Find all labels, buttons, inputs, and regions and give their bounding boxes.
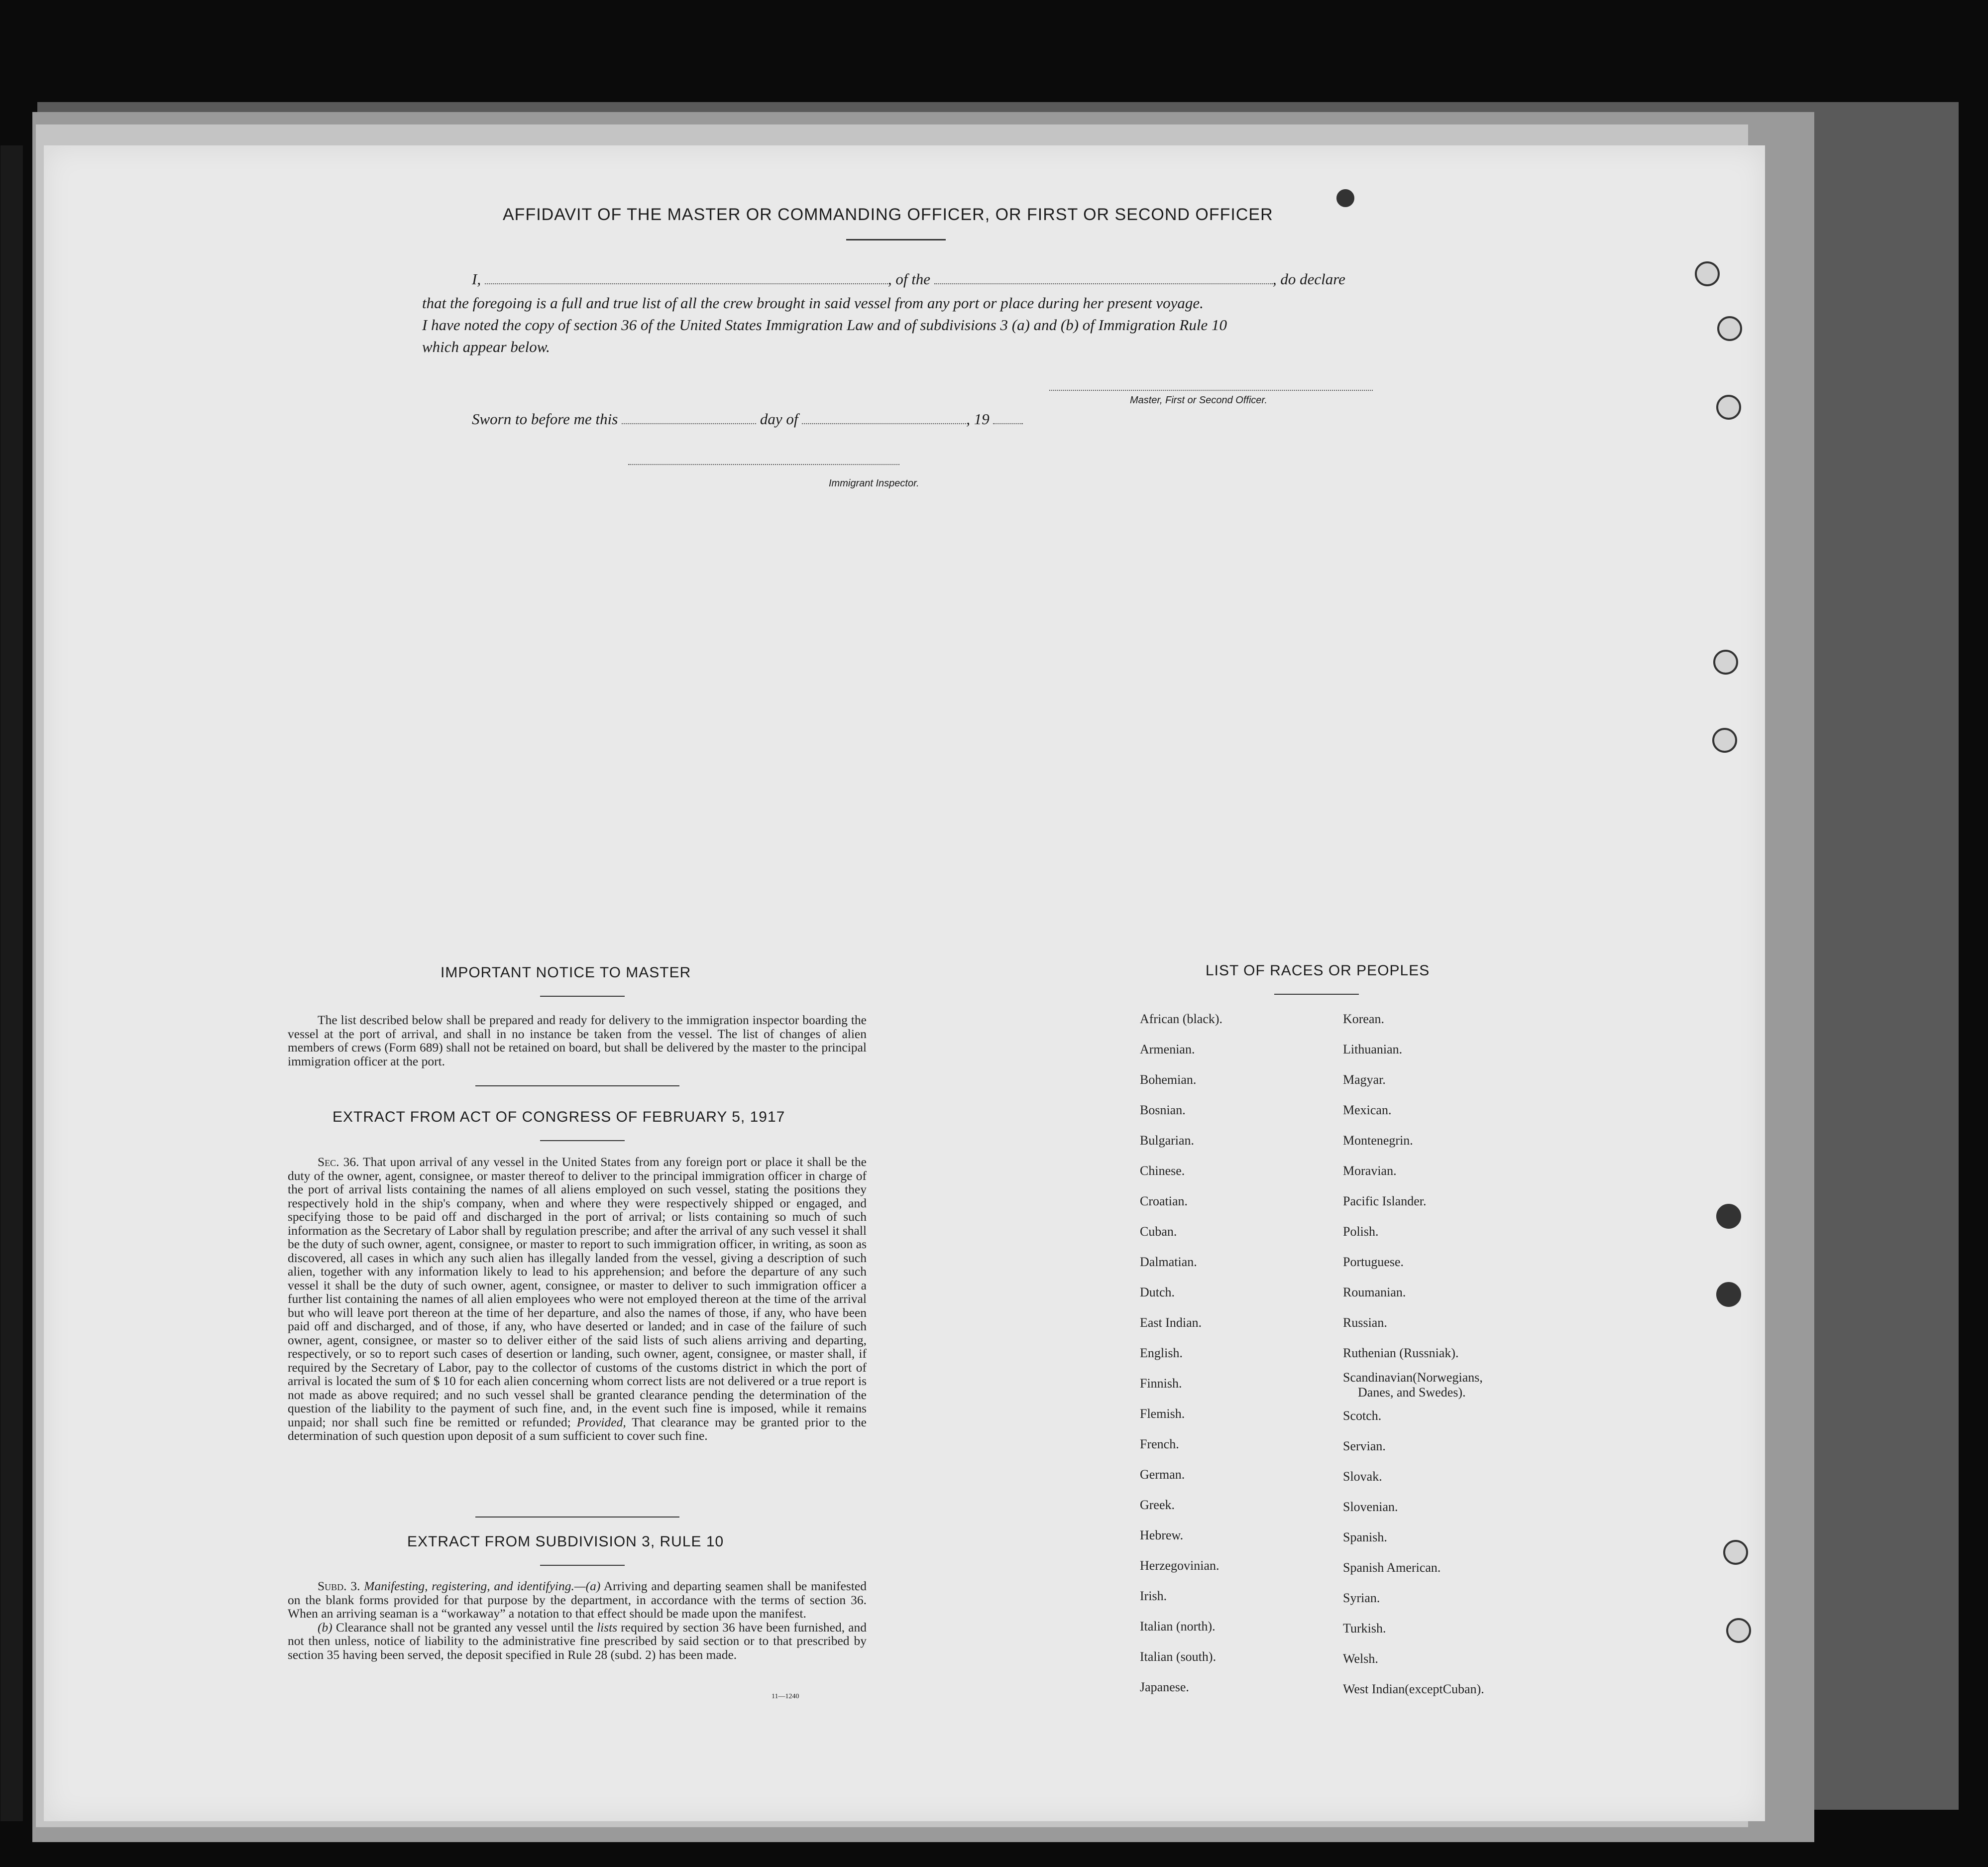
page-edge-strip [0,145,23,1821]
race-right: Polish. [1343,1224,1379,1239]
officer-name-field[interactable] [485,283,888,284]
notice-text: The list described below shall be prepared and ready for delivery to the immigration inspector boarding the vessel at the port of arrival, and shall in no instance be taken from the vessel. The list of changes of alien members of crews (Form 689) shall not be retained on board, but shall be delivered by the master to the principal immigration officer at the port. [288,1013,867,1068]
race-right: Russian. [1343,1315,1387,1330]
sworn-day-of-label: day of [760,410,798,428]
act-provided-label: Provided, [576,1414,626,1429]
races-title-rule [1274,994,1359,995]
race-left: Croatian. [1140,1194,1188,1208]
race-left: Finnish. [1140,1376,1182,1391]
inspector-signature-line[interactable] [628,464,899,465]
declaration-of-label: , of the [887,270,931,288]
notice-title-rule [540,996,625,997]
act-provided-text: That clearance may be granted prior to the determination of such question upon deposit of a sum sufficient to cover such fine. [288,1414,867,1443]
race-left: Bulgarian. [1140,1133,1195,1148]
act-section-label: Sec. 36. [318,1155,359,1169]
binder-hole [1713,650,1738,675]
binder-hole [1726,1618,1751,1643]
race-right: Scotch. [1343,1408,1382,1423]
rule-a-text: Arriving and departing seamen shall be manifested on the blank forms provided for that purpose by the department, in accordance with the terms of section 36. When an arriving seaman is a “workaway” a notation to that effect should be made upon the manifest. [288,1579,867,1621]
title-rule [846,239,946,240]
rule-title: EXTRACT FROM SUBDIVISION 3, RULE 10 [407,1533,724,1550]
rule-subd-italic: Manifesting, registering, and identifying. [364,1579,574,1593]
act-title: EXTRACT FROM ACT OF CONGRESS OF FEBRUARY 5, 1917 [332,1109,785,1125]
race-left: Japanese. [1140,1680,1189,1694]
race-right: Spanish American. [1343,1560,1441,1575]
notice-body [288,1013,867,1068]
race-right: Roumanian. [1343,1285,1406,1299]
race-right: West Indian(exceptCuban). [1343,1682,1484,1696]
race-right: Lithuanian. [1343,1042,1403,1056]
race-left: Herzegovinian. [1140,1558,1219,1573]
race-left: Armenian. [1140,1042,1195,1056]
race-right: Turkish. [1343,1621,1386,1635]
race-right: Slovak. [1343,1469,1382,1484]
race-right: Scandinavian(Norwegians, [1343,1370,1483,1385]
notice-divider [475,1085,679,1086]
race-left: Greek. [1140,1498,1175,1512]
act-title-rule [540,1140,625,1141]
race-right: Slovenian. [1343,1500,1398,1514]
rule-b-lists: lists [597,1620,618,1634]
race-left: Bohemian. [1140,1072,1197,1087]
race-left: Dutch. [1140,1285,1175,1299]
binder-hole [1712,728,1737,753]
races-title: LIST OF RACES OR PEOPLES [1206,962,1430,979]
document-page [44,145,1765,1821]
declaration-line-3: I have noted the copy of section 36 of the United States Immigration Law and of subdivisions 3 (a) and (b) of Immigration Rule 10 [422,316,1227,334]
race-left: East Indian. [1140,1315,1202,1330]
race-left: Italian (south). [1140,1649,1216,1664]
rule-a-label: —(a) [574,1579,601,1593]
sworn-month-field[interactable] [802,423,966,424]
declaration-line-1 [472,270,1345,288]
race-right: Mexican. [1343,1103,1392,1117]
form-number: 11—1240 [772,1693,799,1700]
declaration-end-label: , do declare [1272,270,1345,288]
rule-title-rule [540,1565,625,1566]
binder-hole [1695,261,1720,286]
race-right: Ruthenian (Russniak). [1343,1346,1459,1360]
race-left: French. [1140,1437,1179,1451]
race-right: Portuguese. [1343,1255,1404,1269]
rule-b-text-2: required by section 36 have been furnished, and not then unless, notice of liability to the administrative fine prescribed by said section or to that prescribed by section 35 having been served, the deposit specified in Rule 28 (subd. 2) has been made. [288,1620,867,1662]
race-left: Chinese. [1140,1164,1185,1178]
race-left: Flemish. [1140,1406,1185,1421]
vessel-name-field[interactable] [934,283,1273,284]
rule-body [288,1579,867,1661]
declaration-i-label: I, [472,270,481,288]
race-left: Dalmatian. [1140,1255,1197,1269]
race-right: Syrian. [1343,1591,1380,1605]
sworn-line [472,410,1023,428]
binder-hole [1336,189,1354,207]
race-left: Irish. [1140,1589,1167,1603]
race-right: Montenegrin. [1343,1133,1413,1148]
master-signature-line[interactable] [1049,390,1373,391]
race-left: Bosnian. [1140,1103,1186,1117]
binder-hole [1717,316,1742,341]
race-left: African (black). [1140,1012,1223,1026]
race-left: German. [1140,1467,1185,1482]
race-left: English. [1140,1346,1183,1360]
race-right: Spanish. [1343,1530,1387,1544]
rule-b-text-1: Clearance shall not be granted any vessel until the [335,1620,593,1634]
binder-hole [1723,1540,1748,1565]
act-section-text: That upon arrival of any vessel in the United States from any foreign port or place it shall be the duty of the owner, agent, consignee, or master thereof to deliver to the principal immigration officer in charge of the port of arrival lists containing the names of all aliens employed on such vessel, stating the positions they respectively hold in the ship's company, when and where they were respectively shipped or engaged, and specifying those to be paid off and discharged in the port of arrival; or lists containing so much of such information as the Secretary of Labor shall by regulation prescribe; and after the arrival of any such vessel it shall be the duty of such owner, agent, consignee, or master to report to such immigration officer, in writing, as soon as discovered, all cases in which any such alien has illegally landed from the vessel, giving a description of such alien, together with any information likely to lead to his apprehension; and before the departure of any such vessel it shall be the duty of such owner, agent, consignee, or master to deliver to such immigration officer a further list containing the names of all alien employees who were not employed thereon at the time of the arrival but who will leave port thereon at the time of her departure, and also the names of those, if any, who have been paid off and discharged, and of those, if any, who have deserted or landed; and in case of the failure of such owner, agent, consignee, or master so to deliver either of the said lists of such aliens arriving and departing, respectively, or so to report such cases of desertion or landing, such owner, agent, consignee, or master shall, if required by the Secretary of Labor, pay to the collector of customs of the customs district in which the port of arrival is located the sum of $ 10 for each alien concerning whom correct lists are not delivered or a true report is not made as above required; and no such vessel shall be granted clearance pending the determination of the question of the liability to the payment of such fine, and, in the event such fine is imposed, while it remains unpaid; nor shall such fine be remitted or refunded; [288,1155,867,1429]
rule-b-label: (b) [318,1620,332,1634]
act-body [288,1155,867,1443]
master-signature-caption: Master, First or Second Officer. [1130,395,1268,406]
race-right: Servian. [1343,1439,1386,1453]
race-left: Italian (north). [1140,1619,1215,1634]
race-right: Korean. [1343,1012,1385,1026]
affidavit-title: AFFIDAVIT OF THE MASTER OR COMMANDING OFFICER, OR FIRST OR SECOND OFFICER [503,205,1273,224]
race-left: Hebrew. [1140,1528,1184,1542]
binder-hole [1716,395,1741,420]
binder-hole [1716,1204,1741,1229]
race-left: Cuban. [1140,1224,1177,1239]
rule-subd-label: Subd. 3. [318,1579,360,1593]
inspector-caption: Immigrant Inspector. [829,478,919,489]
race-right: Moravian. [1343,1164,1397,1178]
race-right: Magyar. [1343,1072,1386,1087]
declaration-line-2: that the foregoing is a full and true list of all the crew brought in said vessel from any port or place during her present voyage. [422,294,1204,312]
declaration-line-4: which appear below. [422,338,550,355]
sworn-year-field[interactable] [993,423,1023,424]
race-right: Danes, and Swedes). [1358,1385,1466,1400]
binder-hole [1716,1282,1741,1307]
sworn-year-label: , 19 [966,410,990,428]
notice-title: IMPORTANT NOTICE TO MASTER [441,964,691,981]
sworn-label: Sworn to before me this [472,410,618,428]
race-right: Welsh. [1343,1651,1378,1666]
race-right: Pacific Islander. [1343,1194,1427,1208]
sworn-day-field[interactable] [622,423,756,424]
